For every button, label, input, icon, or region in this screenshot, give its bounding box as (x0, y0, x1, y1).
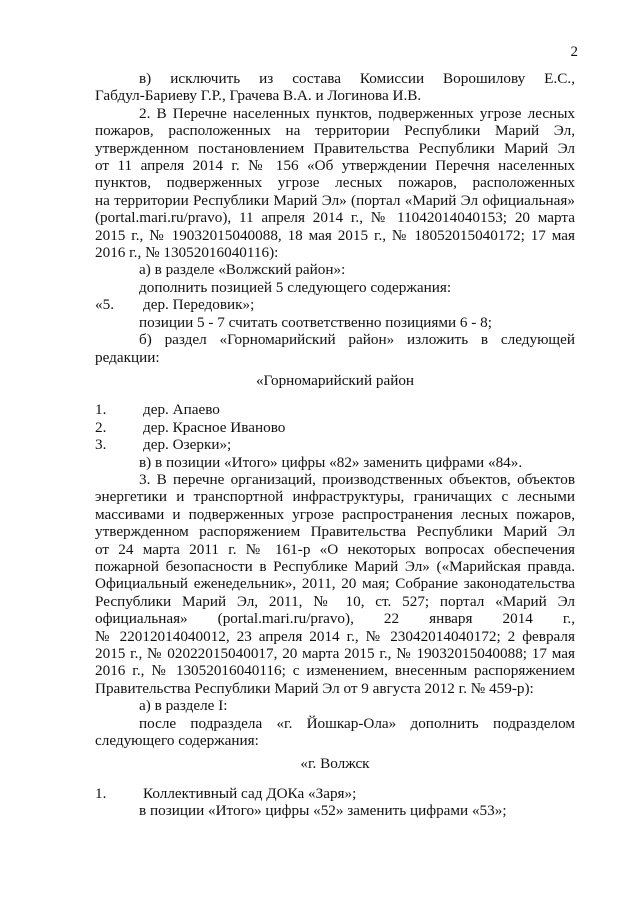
paragraph-line: 2016 г., № 13052016040116): (95, 244, 279, 262)
paragraph-line: 2. В Перечне населенных пунктов, подверженных угрозе лесных (139, 104, 575, 122)
list-item (95, 419, 575, 436)
list-text: дер. Передовик»; (143, 296, 255, 314)
list-text: дер. Апаево (143, 401, 220, 419)
paragraph-line: пожарной безопасности в Республике Марий Эл» («Марийская правда. (95, 557, 575, 575)
list-item (95, 401, 575, 418)
list-text: Коллективный сад ДОКа «Заря»; (143, 784, 357, 802)
paragraph-line: на территории Республики Марий Эл» (портал «Марий Эл официальная» (95, 191, 575, 209)
paragraph-line: официальная» (portal.mari.ru/pravo), 22 января 2014 г., (95, 610, 575, 628)
paragraph-line: пунктов, подверженных угрозе лесных пожаров, расположенных (95, 174, 575, 192)
paragraph-line: (portal.mari.ru/pravo), 11 апреля 2014 г., № 11042014040153; 20 марта (95, 209, 575, 227)
list-number: 1. (95, 401, 107, 419)
paragraph-line: от 11 апреля 2014 г. № 156 «Об утверждении Перечня населенных (95, 157, 575, 175)
paragraph-line: Официальный еженедельник», 2011, 20 мая; Собрание законодательства (95, 575, 575, 593)
paragraph-line: 3. В перечне организаций, производственных объектов, объектов (139, 470, 575, 488)
paragraph-line: дополнить позицией 5 следующего содержания: (139, 278, 452, 296)
paragraph-line: после подраздела «г. Йошкар-Ола» дополнить подразделом (139, 714, 575, 732)
paragraph-line: б) раздел «Горномарийский район» изложить в следующей (139, 331, 575, 349)
paragraph-line: 2015 г., № 19032015040088, 18 мая 2015 г., № 18052015040172; 17 мая (95, 226, 575, 244)
paragraph-line: позиции 5 - 7 считать соответственно позициями 6 - 8; (139, 313, 492, 331)
list-item (95, 785, 575, 802)
list-item (95, 436, 575, 453)
paragraph-line: пожаров, расположенных на территории Республики Марий Эл, (95, 122, 575, 140)
paragraph-line: в) исключить из состава Комиссии Ворошилову Е.С., (139, 70, 575, 87)
paragraph-line: Республики Марий Эл, 2011, № 10, ст. 527; портал «Марий Эл (95, 592, 575, 610)
paragraph-line: от 24 марта 2011 г. № 161-р «О некоторых вопросах обеспечения (95, 540, 575, 558)
paragraph-line: 2016 г., № 13052016040116; с изменением, внесенным распоряжением (95, 662, 575, 680)
paragraph-line: энергетики и транспортной инфраструктуры, граничащих с лесными (95, 488, 575, 506)
paragraph-line: редакции: (95, 348, 160, 366)
list-text: дер. Красное Иваново (143, 418, 286, 436)
paragraph-line: в позиции «Итого» цифры «52» заменить цифрами «53»; (139, 802, 507, 820)
paragraph-line: а) в разделе I: (139, 697, 228, 715)
paragraph-line: следующего содержания: (95, 732, 259, 750)
paragraph-line: Габдул-Бариеву Г.Р., Грачева В.А. и Логинова И.В. (95, 87, 422, 105)
paragraph-line: 2015 г., № 02022015040017, 20 марта 2015 г., № 19032015040088; 17 мая (95, 645, 575, 662)
list-number: 2. (95, 418, 107, 436)
list-item (95, 296, 575, 313)
paragraph-line: Правительства Республики Марий Эл от 9 августа 2012 г. № 459-р): (95, 679, 534, 697)
paragraph-line: в) в позиции «Итого» цифры «82» заменить цифрами «84». (139, 453, 523, 471)
section-heading: «Горномарийский район (255, 371, 415, 389)
list-gornomariysky (95, 401, 575, 453)
list-number: «5. (95, 296, 114, 314)
section-heading: «г. Волжск (300, 755, 370, 773)
paragraph-line: № 22012014040012, 23 апреля 2014 г., № 23042014040172; 2 февраля (95, 627, 575, 645)
list-number: 1. (95, 784, 107, 802)
paragraph-line: утвержденном распоряжением Правительства Республики Марий Эл (95, 523, 575, 541)
list-number: 3. (95, 436, 107, 454)
paragraph-line: а) в разделе «Волжский район»: (139, 261, 346, 279)
paragraph-line: утвержденном постановлением Правительства Республики Марий Эл (95, 139, 575, 157)
paragraph-line: массивами и подверженных угрозе распространения лесных пожаров, (95, 505, 575, 523)
list-text: дер. Озерки»; (143, 436, 232, 454)
document-body (95, 70, 575, 820)
page-number: 2 (570, 44, 578, 60)
